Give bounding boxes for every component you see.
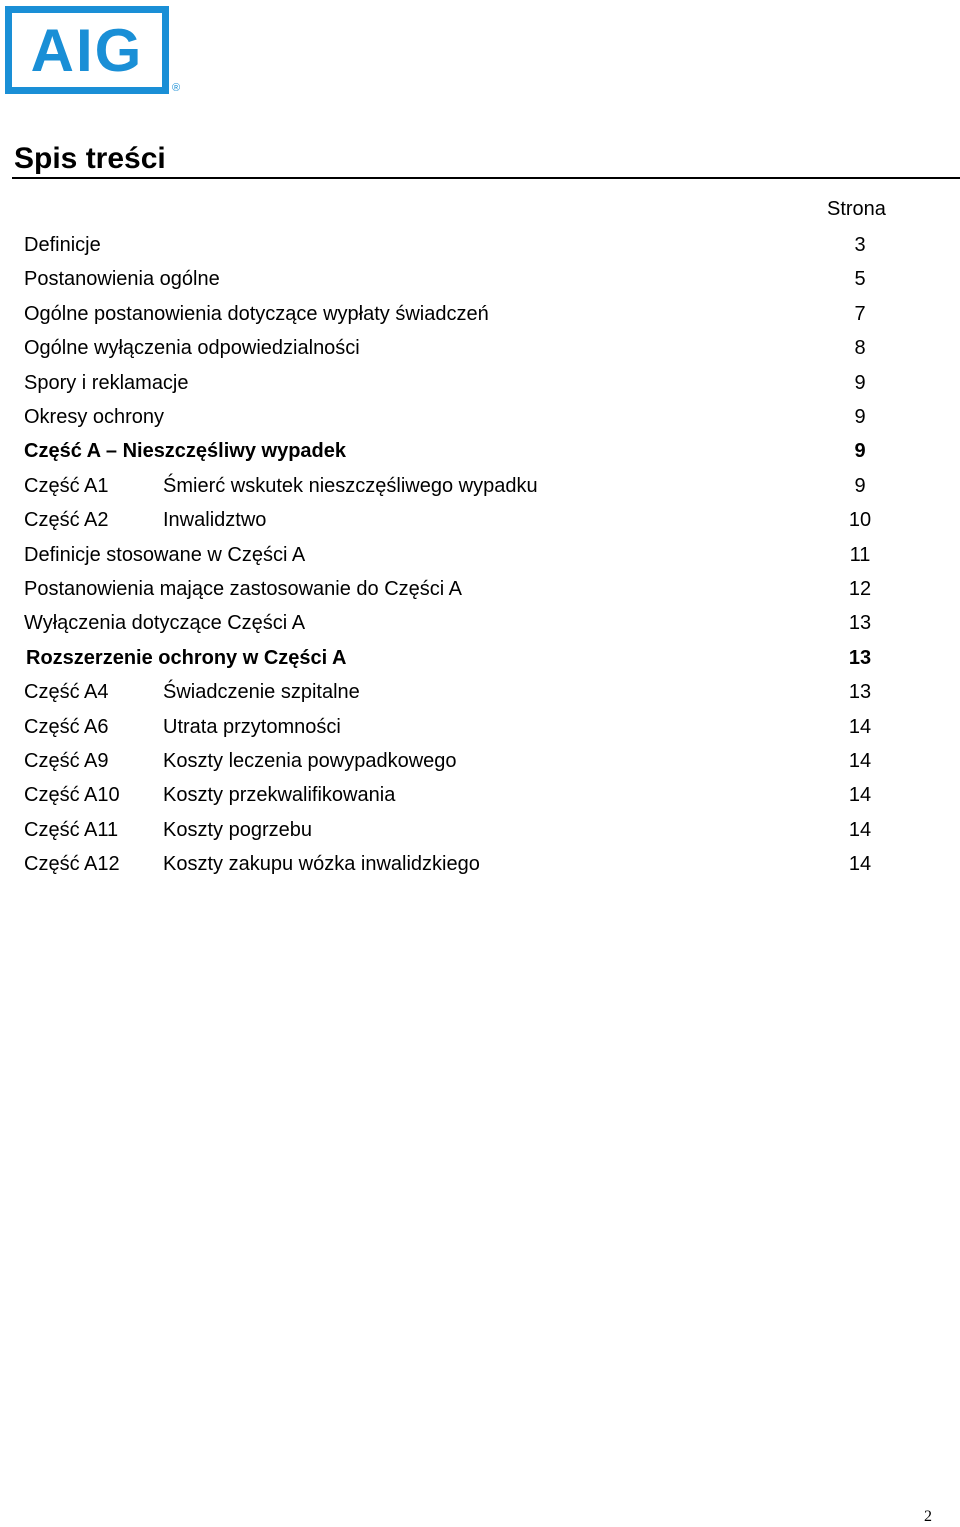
toc-entry-label: Spory i reklamacje xyxy=(24,371,189,394)
toc-entry-page: 10 xyxy=(848,509,872,532)
toc-entry-page: 12 xyxy=(848,578,872,600)
toc-entry-page: 9 xyxy=(854,406,866,428)
toc-entry-label: Inwalidztwo xyxy=(163,509,267,532)
toc-entry-label: Ogólne postanowienia dotyczące wypłaty świadczeń xyxy=(24,302,489,325)
toc-entry[interactable] xyxy=(0,540,960,570)
toc-entry-label: Definicje xyxy=(24,234,101,256)
toc-entry-page: 14 xyxy=(848,750,872,772)
toc-entry-page: 14 xyxy=(848,715,872,738)
toc-entry-label: Rozszerzenie ochrony w Części A xyxy=(26,646,347,669)
toc-entry-code: Część A11 xyxy=(24,818,119,841)
toc-entry-page: 7 xyxy=(854,302,866,325)
toc-entry[interactable] xyxy=(0,264,960,294)
toc-entry-page: 9 xyxy=(854,440,866,463)
toc-entry[interactable] xyxy=(0,471,960,501)
toc-entry-page: 13 xyxy=(848,681,872,704)
toc-entry[interactable] xyxy=(0,574,960,604)
toc-entry[interactable] xyxy=(0,333,960,363)
toc-entry-page: 14 xyxy=(848,818,872,841)
toc-entry[interactable] xyxy=(0,299,960,329)
toc-entry[interactable] xyxy=(0,746,960,776)
toc-entry-code: Część A6 xyxy=(24,715,109,738)
toc-entry-label: Utrata przytomności xyxy=(163,715,341,738)
toc-entry-label: Okresy ochrony xyxy=(24,406,165,428)
page-column-header: Strona xyxy=(827,198,886,220)
toc-entry-page: 11 xyxy=(849,543,871,566)
toc-entry-page: 13 xyxy=(848,646,872,669)
logo-text: AIG xyxy=(30,17,144,84)
toc-entry-label: Koszty zakupu wózka inwalidzkiego xyxy=(163,853,480,876)
toc-entry-label: Definicje stosowane w Części A xyxy=(24,543,306,566)
toc-entry-page: 9 xyxy=(854,474,866,497)
toc-entry[interactable] xyxy=(0,849,960,879)
toc-entry-page: 5 xyxy=(854,268,866,291)
toc-entry[interactable] xyxy=(0,402,960,432)
toc-entry[interactable] xyxy=(0,712,960,742)
toc-entry-label: Postanowienia ogólne xyxy=(24,268,220,291)
toc-entry-page: 14 xyxy=(848,853,872,876)
toc-entry-page: 13 xyxy=(848,612,872,635)
toc-entry-label: Postanowienia mające zastosowanie do Części A xyxy=(24,578,463,600)
registered-mark: ® xyxy=(172,82,181,94)
toc-entry[interactable] xyxy=(0,230,960,260)
toc-entry[interactable] xyxy=(0,436,960,466)
toc-entry-code: Część A1 xyxy=(24,474,109,497)
toc-entry[interactable] xyxy=(0,505,960,535)
toc-entry-page: 9 xyxy=(854,371,866,394)
toc-entry-code: Część A2 xyxy=(24,509,109,532)
page-title: Spis treści xyxy=(14,142,166,175)
toc-entry-label: Koszty przekwalifikowania xyxy=(163,784,396,807)
toc-entry-page: 14 xyxy=(848,784,872,807)
toc-entry-label: Koszty leczenia powypadkowego xyxy=(163,750,457,772)
toc-entry-label: Część A – Nieszczęśliwy wypadek xyxy=(24,440,347,463)
page-number: 2 xyxy=(924,1508,932,1525)
toc-entry[interactable] xyxy=(0,677,960,707)
toc-entry-label: Ogólne wyłączenia odpowiedzialności xyxy=(24,337,360,360)
toc-entry[interactable] xyxy=(0,815,960,845)
toc-entry[interactable] xyxy=(0,608,960,638)
toc-entry-code: Część A12 xyxy=(24,853,120,876)
toc-entry[interactable] xyxy=(0,368,960,398)
toc-entry-code: Część A4 xyxy=(24,681,109,704)
toc-entry[interactable] xyxy=(0,780,960,810)
toc-entry[interactable] xyxy=(0,643,960,673)
toc-entry-code: Część A10 xyxy=(24,784,120,807)
toc-entry-page: 8 xyxy=(854,337,866,360)
toc-entry-label: Śmierć wskutek nieszczęśliwego wypadku xyxy=(163,474,538,497)
toc-entry-label: Wyłączenia dotyczące Części A xyxy=(24,612,306,635)
toc-entry-code: Część A9 xyxy=(24,750,109,772)
toc-entry-label: Koszty pogrzebu xyxy=(163,818,312,841)
toc-entry-label: Świadczenie szpitalne xyxy=(163,681,360,704)
toc-entry-page: 3 xyxy=(854,234,866,256)
